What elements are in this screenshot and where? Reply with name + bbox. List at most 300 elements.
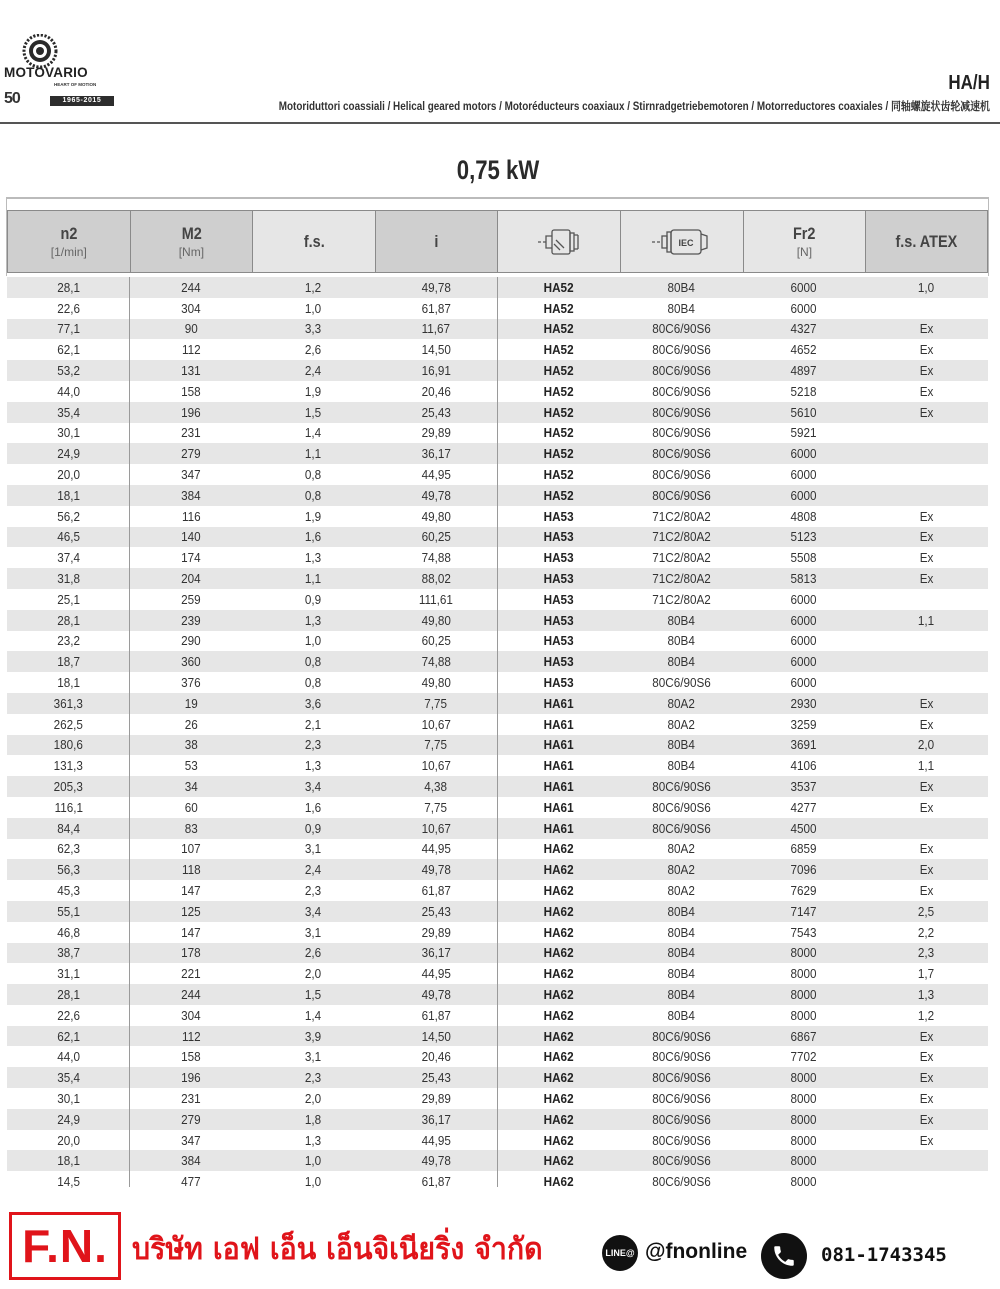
- cell-fs-atex: [865, 633, 988, 648]
- cell-fs-atex-value: Ex: [919, 404, 934, 420]
- cell-gearbox: [497, 550, 620, 565]
- cell-fr2-value: 3259: [790, 716, 817, 732]
- cell-fr2-value: 5610: [790, 404, 817, 420]
- cell-n2-value: 18,1: [56, 1153, 80, 1169]
- cell-ratio-value: 49,78: [421, 279, 451, 295]
- cell-fr2-value: 8000: [790, 1070, 817, 1086]
- cell-motor: [620, 779, 743, 794]
- cell-m2: [130, 675, 253, 690]
- cell-m2: [130, 467, 253, 482]
- phone-icon[interactable]: [761, 1233, 807, 1279]
- cell-fs-value: 2,6: [305, 342, 322, 358]
- cell-fs-atex-value: 2,0: [918, 737, 935, 753]
- line-id[interactable]: @fnonline: [645, 1240, 748, 1263]
- cell-gearbox: [497, 1112, 620, 1127]
- cell-m2: [130, 966, 253, 981]
- cell-gearbox: [497, 821, 620, 836]
- cell-fr2-value: 6000: [790, 612, 817, 628]
- cell-n2-value: 62,3: [56, 841, 80, 857]
- cell-gearbox: [497, 1029, 620, 1044]
- cell-motor-value: 80B4: [667, 903, 695, 919]
- cell-gearbox: [497, 488, 620, 503]
- cell-m2: [130, 800, 253, 815]
- cell-gearbox: [497, 862, 620, 877]
- cell-m2: [130, 529, 253, 544]
- cell-gearbox-value: HA61: [543, 779, 574, 795]
- cell-fs-atex: [865, 737, 988, 752]
- cell-gearbox-value: HA62: [543, 862, 574, 878]
- fn-logo-text: F.N.: [22, 1220, 108, 1272]
- cell-fs-atex: [865, 592, 988, 607]
- cell-fs-atex: [865, 321, 988, 336]
- cell-fs: [252, 841, 375, 856]
- cell-motor: [620, 446, 743, 461]
- cell-fs-atex: [865, 467, 988, 482]
- cell-motor: [620, 509, 743, 524]
- cell-ratio-value: 25,43: [421, 903, 451, 919]
- cell-motor: [620, 841, 743, 856]
- cell-fr2-value: 6000: [790, 467, 817, 483]
- cell-gearbox-value: HA61: [543, 695, 574, 711]
- cell-m2: [130, 446, 253, 461]
- cell-fr2-value: 4277: [790, 799, 817, 815]
- cell-n2: [7, 904, 130, 919]
- cell-n2: [7, 280, 130, 295]
- cell-fs-atex-value: 2,2: [918, 924, 935, 940]
- cell-m2: [130, 883, 253, 898]
- cell-gearbox: [497, 1070, 620, 1085]
- cell-fr2: [743, 363, 866, 378]
- cell-fr2: [743, 675, 866, 690]
- cell-m2: [130, 550, 253, 565]
- cell-m2-value: 244: [181, 279, 201, 295]
- cell-ratio-value: 74,88: [421, 550, 451, 566]
- line-icon[interactable]: [602, 1235, 638, 1271]
- cell-fs: [252, 654, 375, 669]
- cell-n2: [7, 633, 130, 648]
- cell-gearbox: [497, 1091, 620, 1106]
- cell-n2-value: 84,4: [56, 820, 80, 836]
- cell-fs-atex-value: Ex: [919, 1049, 934, 1065]
- cell-motor-value: 71C2/80A2: [651, 508, 711, 524]
- cell-n2-value: 28,1: [56, 612, 80, 628]
- cell-n2: [7, 1008, 130, 1023]
- cell-fs-value: 2,3: [305, 883, 322, 898]
- cell-motor-value: 80C6/90S6: [651, 1111, 711, 1127]
- cell-fs-atex-value: Ex: [919, 883, 934, 898]
- cell-n2: [7, 737, 130, 752]
- cell-m2-value: 116: [181, 508, 201, 524]
- cell-fr2: [743, 592, 866, 607]
- cell-gearbox-value: HA62: [543, 1111, 574, 1127]
- table-header: [7, 210, 988, 273]
- anniversary-number: 50: [4, 90, 20, 107]
- cell-fr2-value: 7629: [790, 883, 817, 898]
- cell-m2-value: 147: [181, 883, 201, 898]
- cell-gearbox-value: HA53: [543, 508, 574, 524]
- cell-ratio: [375, 1174, 498, 1189]
- cell-m2: [130, 758, 253, 773]
- cell-gearbox-value: HA62: [543, 1090, 574, 1106]
- cell-m2: [130, 904, 253, 919]
- cell-fr2: [743, 1112, 866, 1127]
- cell-ratio: [375, 509, 498, 524]
- cell-fs-atex: [865, 488, 988, 503]
- cell-gearbox: [497, 363, 620, 378]
- cell-fs: [252, 904, 375, 919]
- cell-m2: [130, 509, 253, 524]
- cell-m2: [130, 384, 253, 399]
- cell-ratio: [375, 363, 498, 378]
- cell-fs-atex: [865, 529, 988, 544]
- cell-gearbox-value: HA62: [543, 883, 574, 898]
- cell-fs: [252, 800, 375, 815]
- cell-fs-value: 1,9: [305, 508, 322, 524]
- cell-fs-atex: [865, 1008, 988, 1023]
- cell-motor-value: 80B4: [667, 612, 695, 628]
- cell-fs: [252, 509, 375, 524]
- cell-ratio: [375, 321, 498, 336]
- cell-gearbox: [497, 321, 620, 336]
- cell-ratio-value: 49,80: [421, 508, 451, 524]
- cell-motor: [620, 1049, 743, 1064]
- cell-fs-atex-value: 1,2: [918, 1007, 935, 1023]
- cell-m2-value: 90: [184, 321, 198, 337]
- cell-gearbox: [497, 446, 620, 461]
- cell-gearbox-value: HA52: [543, 342, 574, 358]
- cell-m2-value: 196: [181, 1070, 201, 1086]
- cell-fr2: [743, 696, 866, 711]
- cell-n2-value: 46,8: [56, 924, 80, 940]
- cell-n2: [7, 425, 130, 440]
- cell-fs-atex: [865, 966, 988, 981]
- cell-fs-value: 3,1: [305, 1049, 322, 1065]
- cell-fs: [252, 405, 375, 420]
- cell-motor-value: 80B4: [667, 633, 695, 649]
- cell-n2: [7, 654, 130, 669]
- cell-fs-value: 3,4: [305, 903, 322, 919]
- cell-motor: [620, 862, 743, 877]
- cell-fr2-value: 8000: [790, 986, 817, 1002]
- cell-fr2: [743, 925, 866, 940]
- header-fs-atex-label: f.s. ATEX: [895, 231, 958, 251]
- cell-n2-value: 23,2: [56, 633, 80, 649]
- cell-fs: [252, 1070, 375, 1085]
- cell-fs-atex: [865, 1133, 988, 1148]
- cell-fs-atex: [865, 696, 988, 711]
- cell-n2-value: 361,3: [53, 695, 83, 711]
- cell-fs-atex: [865, 1112, 988, 1127]
- cell-ratio: [375, 571, 498, 586]
- cell-fr2: [743, 758, 866, 773]
- cell-fr2: [743, 342, 866, 357]
- cell-gearbox-value: HA62: [543, 903, 574, 919]
- cell-fr2: [743, 945, 866, 960]
- cell-m2-value: 26: [184, 716, 198, 732]
- line-badge-text: LINE@: [605, 1248, 635, 1258]
- cell-fr2: [743, 883, 866, 898]
- cell-fs-atex: [865, 841, 988, 856]
- cell-fr2-value: 6000: [790, 279, 817, 295]
- cell-fs-atex-value: Ex: [919, 1028, 934, 1044]
- cell-n2-value: 22,6: [56, 1007, 80, 1023]
- cell-gearbox-value: HA62: [543, 945, 574, 961]
- header-fr2-label: Fr2: [793, 224, 816, 243]
- cell-n2-value: 18,1: [56, 487, 80, 503]
- cell-n2: [7, 1133, 130, 1148]
- cell-gearbox-value: HA52: [543, 300, 574, 316]
- cell-ratio: [375, 405, 498, 420]
- cell-motor: [620, 1070, 743, 1085]
- cell-ratio: [375, 1153, 498, 1168]
- cell-ratio: [375, 488, 498, 503]
- cell-n2: [7, 363, 130, 378]
- header-fs-label: f.s.: [303, 231, 325, 251]
- cell-fr2-value: 6000: [790, 446, 817, 462]
- cell-gearbox: [497, 405, 620, 420]
- cell-ratio-value: 25,43: [421, 1070, 451, 1086]
- cell-fs-value: 3,6: [305, 695, 322, 711]
- cell-m2: [130, 654, 253, 669]
- cell-n2-value: 180,6: [53, 737, 83, 753]
- cell-motor: [620, 592, 743, 607]
- cell-m2-value: 360: [181, 654, 201, 670]
- cell-fs-value: 1,8: [305, 1111, 322, 1127]
- cell-gearbox: [497, 841, 620, 856]
- cell-ratio-value: 36,17: [421, 945, 451, 961]
- cell-fr2-value: 8000: [790, 966, 817, 982]
- cell-n2: [7, 384, 130, 399]
- cell-fr2-value: 4897: [790, 363, 817, 379]
- cell-fr2: [743, 654, 866, 669]
- cell-gearbox-value: HA61: [543, 716, 574, 732]
- cell-fr2-value: 8000: [790, 945, 817, 961]
- cell-m2: [130, 633, 253, 648]
- cell-ratio-value: 111,61: [419, 591, 454, 607]
- cell-fs-atex-value: 1,7: [918, 966, 935, 982]
- cell-n2: [7, 571, 130, 586]
- cell-ratio: [375, 1029, 498, 1044]
- cell-m2: [130, 737, 253, 752]
- cell-ratio-value: 49,80: [421, 612, 451, 628]
- cell-m2-value: 60: [184, 799, 198, 815]
- cell-motor-value: 80C6/90S6: [651, 383, 711, 399]
- header-n2: [7, 211, 130, 272]
- anniversary-years: 1965-2015: [50, 96, 114, 106]
- cell-fs-value: 3,1: [305, 924, 322, 940]
- cell-ratio: [375, 1133, 498, 1148]
- cell-motor-value: 80A2: [667, 695, 695, 711]
- cell-m2-value: 19: [184, 695, 198, 711]
- cell-fs: [252, 321, 375, 336]
- cell-motor-value: 80C6/90S6: [651, 1028, 711, 1044]
- cell-ratio-value: 20,46: [421, 383, 451, 399]
- cell-m2-value: 158: [181, 1049, 201, 1065]
- cell-gearbox-value: HA62: [543, 841, 574, 857]
- cell-ratio-value: 36,17: [421, 1111, 451, 1127]
- cell-ratio: [375, 280, 498, 295]
- cell-m2-value: 107: [181, 841, 201, 857]
- cell-fs-atex-value: Ex: [919, 550, 934, 566]
- cell-m2-value: 204: [181, 571, 201, 587]
- cell-fs: [252, 529, 375, 544]
- cell-motor: [620, 737, 743, 752]
- cell-m2: [130, 821, 253, 836]
- cell-ratio: [375, 696, 498, 711]
- gearbox-icon: [534, 222, 584, 262]
- cell-ratio: [375, 800, 498, 815]
- cell-gearbox-value: HA52: [543, 321, 574, 337]
- cell-n2: [7, 509, 130, 524]
- cell-gearbox: [497, 883, 620, 898]
- cell-m2: [130, 862, 253, 877]
- cell-gearbox: [497, 1153, 620, 1168]
- cell-motor-value: 80C6/90S6: [651, 1049, 711, 1065]
- cell-gearbox-value: HA62: [543, 1028, 574, 1044]
- cell-motor: [620, 342, 743, 357]
- cell-fr2-value: 5813: [790, 571, 817, 587]
- cell-ratio: [375, 654, 498, 669]
- cell-n2: [7, 321, 130, 336]
- cell-gearbox: [497, 342, 620, 357]
- cell-gearbox-value: HA53: [543, 550, 574, 566]
- header-fr2-unit: [N]: [796, 245, 813, 259]
- cell-m2: [130, 779, 253, 794]
- cell-fs-value: 1,1: [305, 571, 322, 587]
- cell-fr2: [743, 966, 866, 981]
- cell-n2-value: 31,8: [56, 571, 80, 587]
- cell-gearbox: [497, 613, 620, 628]
- cell-n2: [7, 966, 130, 981]
- cell-ratio: [375, 384, 498, 399]
- cell-n2-value: 131,3: [53, 758, 83, 774]
- cell-motor: [620, 405, 743, 420]
- cell-motor-value: 80C6/90S6: [651, 1174, 711, 1190]
- cell-fr2: [743, 280, 866, 295]
- cell-fs-atex-value: Ex: [919, 841, 934, 857]
- cell-m2-value: 279: [181, 446, 201, 462]
- cell-gearbox: [497, 1133, 620, 1148]
- cell-ratio: [375, 592, 498, 607]
- cell-ratio-value: 60,25: [421, 529, 451, 545]
- cell-m2-value: 53: [184, 758, 198, 774]
- cell-fr2-value: 6000: [790, 633, 817, 649]
- cell-n2-value: 262,5: [53, 716, 83, 732]
- cell-motor: [620, 488, 743, 503]
- cell-fr2-value: 2930: [790, 695, 817, 711]
- cell-fs-atex-value: 2,3: [918, 945, 935, 961]
- cell-fs: [252, 717, 375, 732]
- cell-fr2: [743, 1174, 866, 1189]
- cell-n2: [7, 883, 130, 898]
- cell-fr2-value: 6867: [790, 1028, 817, 1044]
- cell-fr2-value: 3691: [790, 737, 817, 753]
- cell-fs-value: 1,0: [305, 1174, 322, 1190]
- cell-m2: [130, 592, 253, 607]
- cell-n2-value: 37,4: [56, 550, 80, 566]
- cell-motor-value: 80B4: [667, 924, 695, 940]
- cell-ratio-value: 25,43: [421, 404, 451, 420]
- cell-ratio-value: 44,95: [421, 841, 451, 857]
- cell-fs: [252, 425, 375, 440]
- cell-m2: [130, 1029, 253, 1044]
- cell-ratio-value: 61,87: [421, 300, 451, 316]
- cell-fr2: [743, 1070, 866, 1085]
- cell-fs-atex: [865, 363, 988, 378]
- cell-n2: [7, 800, 130, 815]
- cell-fr2: [743, 509, 866, 524]
- cell-fs-atex: [865, 1091, 988, 1106]
- cell-fs-atex-value: Ex: [919, 1111, 934, 1127]
- cell-m2: [130, 405, 253, 420]
- cell-n2: [7, 613, 130, 628]
- header-m2-label: M2: [181, 224, 202, 243]
- iec-label: IEC: [678, 237, 694, 248]
- cell-motor: [620, 987, 743, 1002]
- cell-fs-value: 3,1: [305, 841, 322, 857]
- cell-fs: [252, 945, 375, 960]
- cell-gearbox: [497, 633, 620, 648]
- cell-fr2: [743, 571, 866, 586]
- cell-m2-value: 125: [181, 903, 201, 919]
- cell-motor-value: 80A2: [667, 862, 695, 878]
- cell-ratio-value: 61,87: [421, 883, 451, 898]
- cell-motor-value: 80C6/90S6: [651, 342, 711, 358]
- cell-fr2-value: 7702: [790, 1049, 817, 1065]
- cell-fs-atex-value: Ex: [919, 1070, 934, 1086]
- cell-ratio-value: 11,67: [421, 321, 451, 337]
- cell-fs-value: 1,3: [305, 1132, 322, 1148]
- cell-m2-value: 174: [181, 550, 201, 566]
- cell-motor: [620, 1029, 743, 1044]
- cell-fs-value: 0,9: [305, 820, 322, 836]
- cell-gearbox-value: HA52: [543, 404, 574, 420]
- cell-m2-value: 304: [181, 300, 201, 316]
- cell-fs: [252, 1049, 375, 1064]
- cell-m2: [130, 925, 253, 940]
- header-m2: [130, 211, 253, 272]
- cell-motor: [620, 1174, 743, 1189]
- cell-m2-value: 279: [181, 1111, 201, 1127]
- cell-fs: [252, 737, 375, 752]
- cell-motor: [620, 904, 743, 919]
- cell-m2-value: 221: [181, 966, 201, 982]
- cell-fr2: [743, 1049, 866, 1064]
- cell-n2: [7, 301, 130, 316]
- phone-number[interactable]: 081-1743345: [821, 1244, 947, 1266]
- cell-fr2-value: 6000: [790, 675, 817, 691]
- cell-fs-atex: [865, 384, 988, 399]
- power-title: 0,75 kW: [456, 155, 540, 185]
- cell-ratio-value: 4,38: [424, 779, 448, 795]
- cell-fs-value: 1,3: [305, 612, 322, 628]
- cell-motor: [620, 529, 743, 544]
- cell-fs: [252, 821, 375, 836]
- cell-fr2: [743, 550, 866, 565]
- cell-motor: [620, 945, 743, 960]
- cell-motor-value: 80B4: [667, 279, 695, 295]
- cell-fr2: [743, 405, 866, 420]
- series-code: HA/H: [948, 72, 990, 94]
- cell-motor: [620, 550, 743, 565]
- cell-ratio: [375, 841, 498, 856]
- cell-m2-value: 477: [181, 1174, 201, 1190]
- cell-fs-atex-value: Ex: [919, 1132, 934, 1148]
- cell-motor: [620, 467, 743, 482]
- cell-fr2-value: 8000: [790, 1090, 817, 1106]
- cell-fr2-value: 8000: [790, 1174, 817, 1190]
- cell-gearbox: [497, 779, 620, 794]
